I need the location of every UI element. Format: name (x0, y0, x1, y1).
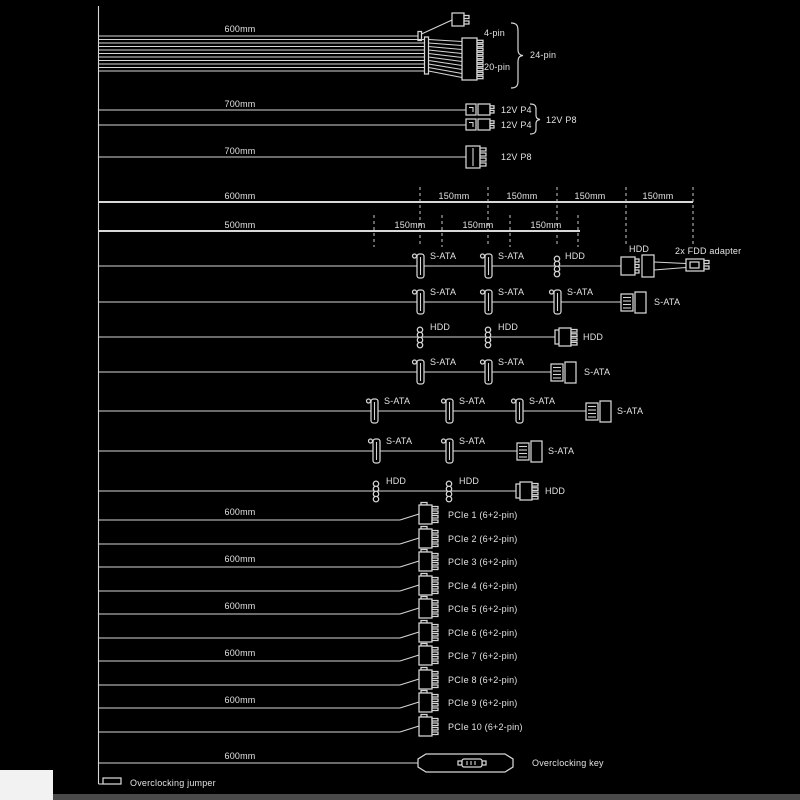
peripheral-row-1 (99, 244, 741, 278)
sata-end-connector (551, 362, 576, 383)
cpu-dual-group-label: 12V P8 (546, 115, 577, 125)
cpu-single-length-label: 700mm (224, 146, 256, 156)
cpu-p4-label-b: 12V P4 (501, 120, 532, 130)
cpu-single-cable (99, 146, 532, 168)
cpu-p4-connector-b (466, 119, 494, 130)
oc-length-label: 600mm (224, 751, 256, 761)
peripheral-row-7 (99, 476, 565, 502)
connector-label: S-ATA (654, 297, 681, 307)
hdd-end-connector (621, 255, 654, 277)
connector-label: PCIe 10 (6+2-pin) (448, 722, 523, 732)
oc-key-label: Overclocking key (532, 758, 604, 768)
connector-label: 2x FDD adapter (675, 246, 742, 256)
atx-24pin-brace (511, 23, 523, 88)
atx-wire-bundle (99, 40, 425, 72)
pcie-connector (419, 715, 438, 737)
oc-jumper-icon (103, 778, 121, 784)
cpu-p8-label: 12V P8 (501, 152, 532, 162)
sata-end-connector (621, 292, 646, 313)
peripheral-row-4 (99, 357, 610, 384)
pcie-connector (419, 597, 438, 619)
connector-label: S-ATA (498, 357, 525, 367)
footer-strip (53, 794, 800, 800)
connector-label: PCIe 6 (6+2-pin) (448, 628, 518, 638)
pcie-cables (99, 503, 523, 737)
oc-jumper-label: Overclocking jumper (130, 778, 216, 788)
hdd-passthrough-connector (554, 256, 559, 277)
connector-label: S-ATA (384, 396, 411, 406)
connector-label: HDD (430, 322, 451, 332)
cpu-dual-cable (99, 99, 577, 134)
pcie-length-label: 600mm (224, 507, 256, 517)
hdd-end-connector (516, 482, 538, 500)
overclocking-key-device (418, 754, 513, 772)
scale-600-seg-label: 150mm (642, 191, 674, 201)
connector-label: PCIe 8 (6+2-pin) (448, 675, 518, 685)
sata-end-connector (517, 441, 542, 462)
atx-group-label: 24-pin (530, 50, 557, 60)
peripheral-row-2 (99, 287, 680, 314)
connector-label: PCIe 7 (6+2-pin) (448, 651, 518, 661)
connector-label: HDD (565, 251, 586, 261)
connector-label: S-ATA (430, 287, 457, 297)
scale-600-seg-label: 150mm (438, 191, 470, 201)
hdd-passthrough-connector (417, 327, 422, 348)
connector-label: S-ATA (430, 251, 457, 261)
connector-label: S-ATA (617, 406, 644, 416)
connector-label: S-ATA (459, 396, 486, 406)
connector-label: PCIe 2 (6+2-pin) (448, 534, 518, 544)
pcie-length-label: 600mm (224, 648, 256, 658)
scale-500-seg-label: 150mm (394, 220, 426, 230)
pcie-connector (419, 503, 438, 525)
scale-600-length-label: 600mm (224, 191, 256, 201)
pcie-connector (419, 691, 438, 713)
connector-label: HDD (459, 476, 480, 486)
scale-600 (99, 187, 693, 247)
fdd-adapter-connector (686, 259, 709, 271)
atx-bundle-tie (425, 37, 429, 74)
cpu-dual-length-label: 700mm (224, 99, 256, 109)
connector-label: S-ATA (459, 436, 486, 446)
connector-label: S-ATA (386, 436, 413, 446)
peripheral-row-3 (99, 322, 603, 348)
connector-label: S-ATA (498, 287, 525, 297)
connector-label: S-ATA (430, 357, 457, 367)
connector-label: HDD (629, 244, 650, 254)
atx-20pin-connector (462, 38, 483, 80)
hdd-passthrough-connector (373, 481, 378, 502)
scale-600-seg-label: 150mm (506, 191, 538, 201)
scale-500-seg-label: 150mm (462, 220, 494, 230)
pcie-connector (419, 527, 438, 549)
connector-label: HDD (583, 332, 604, 342)
scale-500-seg-label: 150mm (530, 220, 562, 230)
pcie-length-label: 600mm (224, 695, 256, 705)
connector-label: PCIe 5 (6+2-pin) (448, 604, 518, 614)
connector-label: HDD (386, 476, 407, 486)
pcie-connector (419, 550, 438, 572)
connector-label: PCIe 9 (6+2-pin) (448, 698, 518, 708)
hdd-passthrough-connector (485, 327, 490, 348)
cpu-p4-label-a: 12V P4 (501, 105, 532, 115)
connector-label: S-ATA (567, 287, 594, 297)
atx-cable (99, 13, 556, 88)
connector-label: HDD (545, 486, 566, 496)
atx-fanout-wires (429, 40, 463, 78)
connector-label: S-ATA (584, 367, 611, 377)
overclocking-jumper-legend (99, 778, 216, 788)
connector-label: S-ATA (529, 396, 556, 406)
peripheral-row-6 (99, 436, 574, 463)
pcie-connector (419, 668, 438, 690)
connector-label: PCIe 1 (6+2-pin) (448, 510, 518, 520)
scale-600-seg-label: 150mm (574, 191, 606, 201)
pcie-length-label: 600mm (224, 554, 256, 564)
hdd-passthrough-connector (446, 481, 451, 502)
sata-end-connector (586, 401, 611, 422)
connector-label: S-ATA (548, 446, 575, 456)
overclocking-key-cable (99, 751, 604, 772)
scale-500 (99, 215, 580, 247)
peripheral-row-5 (99, 396, 643, 423)
atx-4pin-connector (452, 13, 469, 26)
connector-label: S-ATA (498, 251, 525, 261)
atx-4pin-label: 4-pin (484, 28, 506, 38)
pcie-length-label: 600mm (224, 601, 256, 611)
corner-block (0, 770, 53, 800)
pcie-connector (419, 644, 438, 666)
connector-label: PCIe 4 (6+2-pin) (448, 581, 518, 591)
scale-500-length-label: 500mm (224, 220, 256, 230)
atx-20pin-label: 20-pin (484, 62, 511, 72)
connector-label: HDD (498, 322, 519, 332)
connector-label: PCIe 3 (6+2-pin) (448, 557, 518, 567)
cpu-p8-connector (466, 146, 486, 168)
atx-length-label: 600mm (224, 24, 256, 34)
hdd-end-connector (555, 328, 577, 346)
pcie-connector (419, 574, 438, 596)
cpu-p4-connector-a (466, 104, 494, 115)
pcie-connector (419, 621, 438, 643)
